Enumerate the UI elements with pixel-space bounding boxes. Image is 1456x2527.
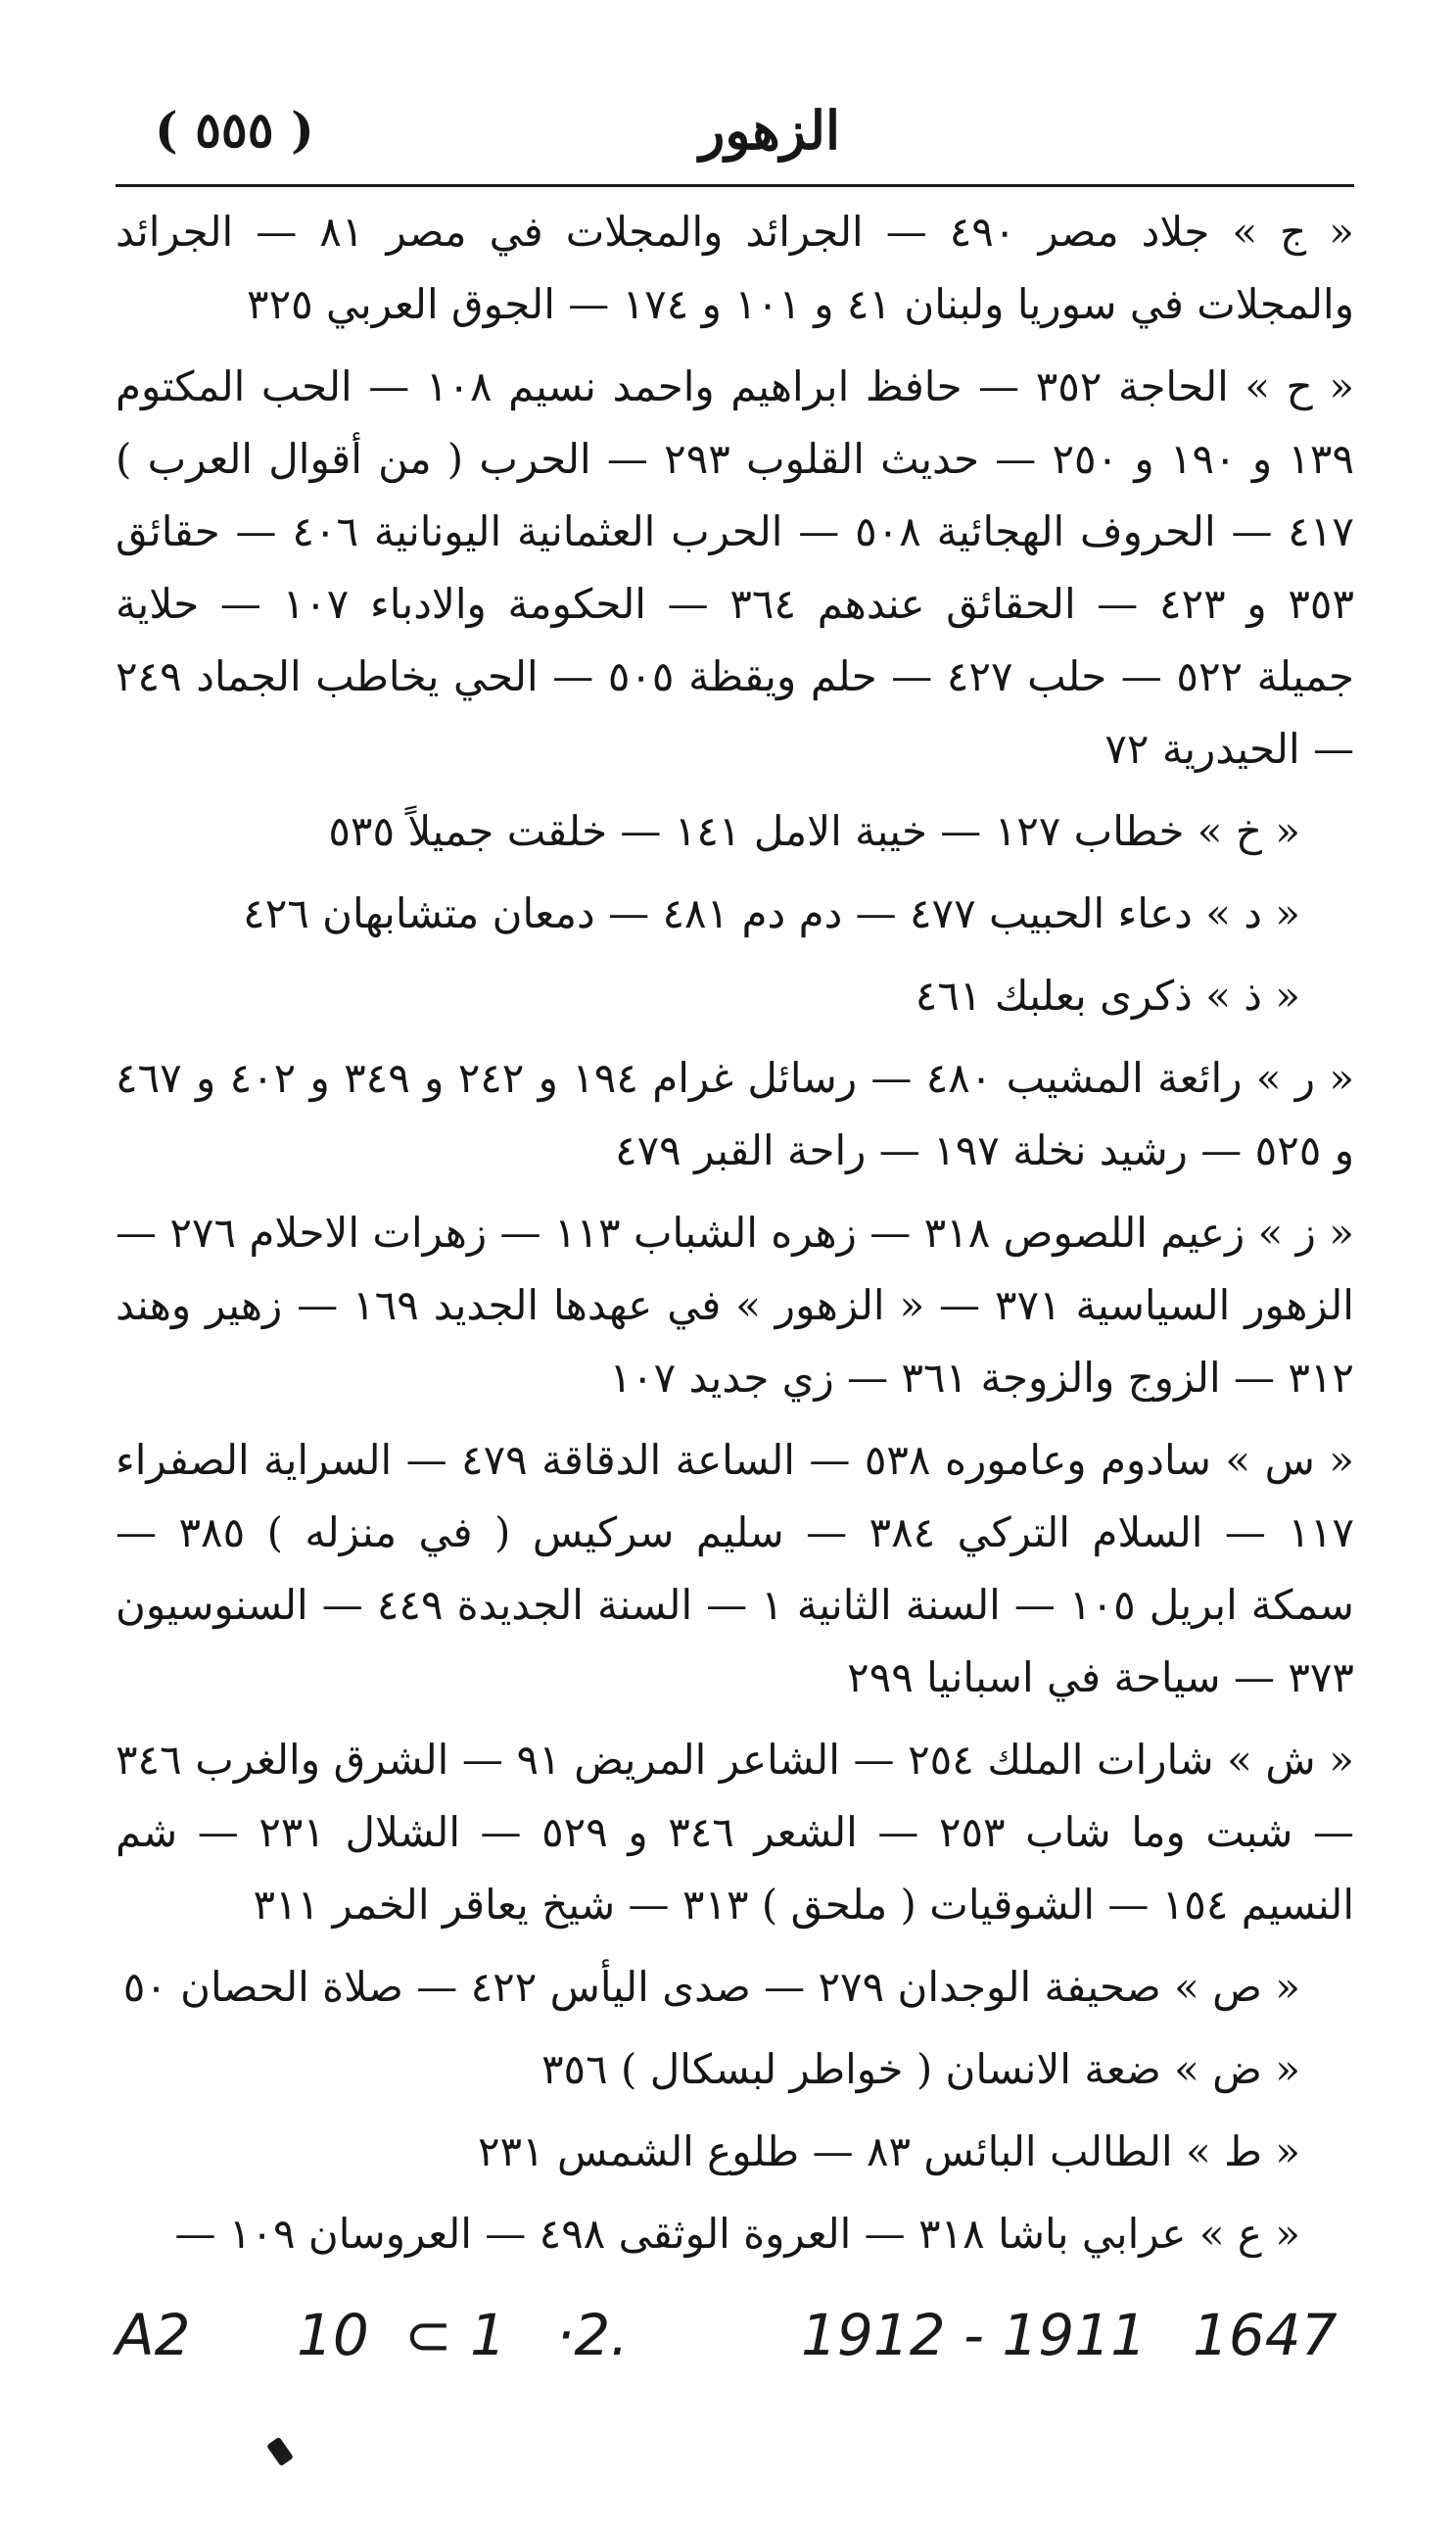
index-entry-shin: « ش » شارات الملك ٢٥٤ — الشاعر المريض ٩١ — الشرق والغرب ٣٤٦ — شبت وما شاب ٢٥٣ — الشعر ٣٤٦ و ٥٢٩ — الشلال ٢٣١ — شم النسيم ١٥٤ — الشوقيات ( ملحق ) ٣١٣ — شيخ يعاقر الخمر ٣١١	[116, 1736, 1355, 1929]
accession-number: 1647	[1193, 2302, 1338, 2368]
page-header	[116, 86, 1349, 174]
index-entry-ta: « ط » الطالب البائس ٨٣ — طلوع الشمس ٢٣١	[478, 2127, 1300, 2175]
index-body	[116, 196, 1354, 2280]
handwritten-catalog-note	[116, 2292, 1349, 2390]
journal-title: الزهور	[699, 99, 840, 162]
index-entry-ha: « ح » الحاجة ٣٥٢ — حافظ ابراهيم واحمد نسيم ١٠٨ — الحب المكتوم ١٣٩ و ١٩٠ و ٢٥٠ — حديث القلوب ٢٩٣ — الحرب ( من أقوال العرب ) ٤١٧ — الحروف الهجائية ٥٠٨ — الحرب العثمانية اليونانية ٤٠٦ — حقائق ٣٥٣ و ٤٢٣ — الحقائق عندهم ٣٦٤ — الحكومة والادباء ١٠٧ — حلاية جميلة ٥٢٢ — حلب ٤٢٧ — حلم ويقظة ٥٠٥ — الحي يخاطب الجماد ٢٤٩ — الحيدرية ٧٢	[116, 362, 1355, 773]
index-entry-dal: « د » دعاء الحبيب ٤٧٧ — دم دم ٤٨١ — دمعان متشابهان ٤٢٦	[243, 889, 1300, 937]
index-entry-dad: « ض » ضعة الانسان ( خواطر لبسكال ) ٣٥٦	[540, 2045, 1300, 2093]
header-rule	[116, 184, 1354, 187]
index-entry-zay: « ز » زعيم اللصوص ٣١٨ — زهره الشباب ١١٣ — زهرات الاحلام ٢٧٦ — الزهور السياسية ٣٧١ — « الزهور » في عهدها الجديد ١٦٩ — زهير وهند ٣١٢ — الزوج والزوجة ٣٦١ — زي جديد ١٠٧	[116, 1209, 1354, 1402]
index-entry-jim: « ج » جلاد مصر ٤٩٠ — الجرائد والمجلات في مصر ٨١ — الجرائد والمجلات في سوريا ولبنان ٤١ و ١٠١ و ١٧٤ — الجوق العربي ٣٢٥	[116, 208, 1354, 328]
issue-mark: ⊂ 1	[404, 2302, 506, 2368]
shelf-mark: A2	[116, 2302, 191, 2368]
page-number: ( ٥٥٥ )	[155, 101, 314, 159]
part-number: ·2.	[556, 2302, 629, 2368]
index-entry-ra: « ر » رائعة المشيب ٤٨٠ — رسائل غرام ١٩٤ و ٢٤٢ و ٣٤٩ و ٤٠٢ و ٤٦٧ و ٥٢٥ — رشيد نخلة ١٩٧ — راحة القبر ٤٧٩	[116, 1054, 1355, 1174]
volume-number: 10	[297, 2302, 369, 2368]
index-entry-ain: « ع » عرابي باشا ٣١٨ — العروة الوثقى ٤٩٨ — العروسان ١٠٩ —	[174, 2210, 1300, 2258]
index-entry-sad: « ص » صحيفة الوجدان ٢٧٩ — صدى اليأس ٤٢٢ — صلاة الحصان ٥٠	[122, 1963, 1300, 2011]
index-entry-sin: « س » سادوم وعاموره ٥٣٨ — الساعة الدقاقة ٤٧٩ — السراية الصفراء ١١٧ — السلام التركي ٣٨٤ — سليم سركيس ( في منزله ) ٣٨٥ — سمكة ابريل ١٠٥ — السنة الثانية ١ — السنة الجديدة ٤٤٩ — السنوسيون ٣٧٣ — سياحة في اسبانيا ٢٩٩	[116, 1436, 1355, 1701]
index-entry-dhal: « ذ » ذكرى بعلبك ٤٦١	[915, 972, 1300, 1020]
index-entry-kha: « خ » خطاب ١٢٧ — خيبة الامل ١٤١ — خلقت جميلاً ٥٣٥	[328, 807, 1300, 855]
ink-mark	[266, 2437, 294, 2466]
year-range: 1912 - 1911	[801, 2302, 1148, 2368]
